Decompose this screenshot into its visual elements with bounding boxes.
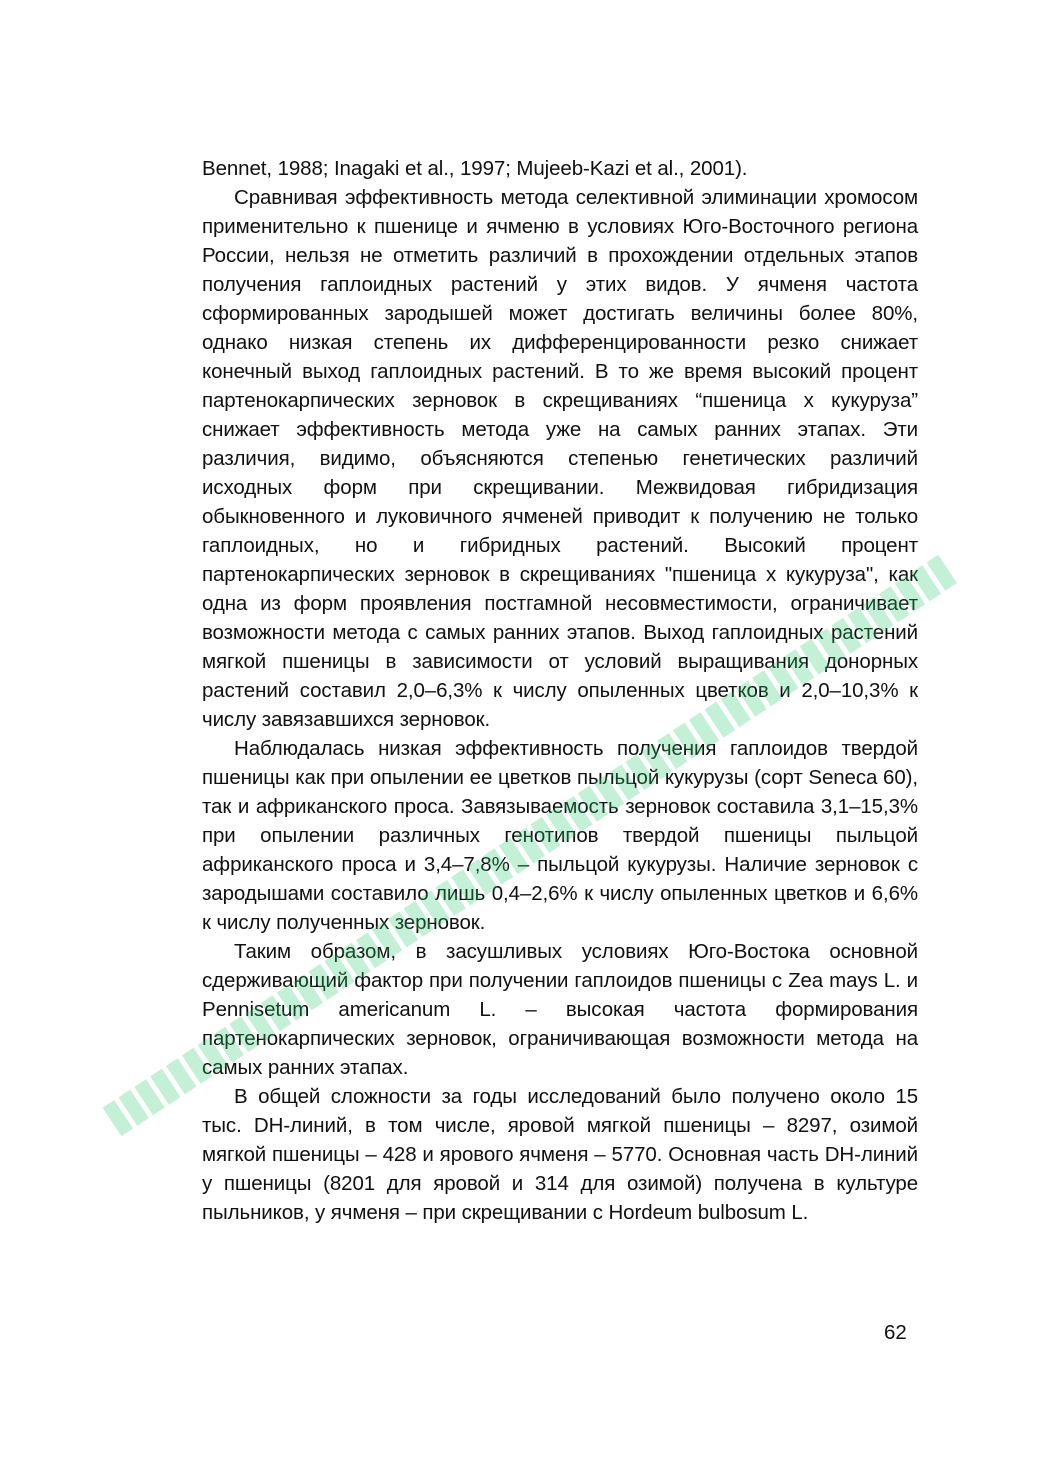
paragraph-2: Сравнивая эффективность метода селективной элиминации хромосом применительно к пшенице и ячменю в условиях Юго-Восточного региона России, нельзя не отметить различий в прохождении отдельных этапов получения гаплоидных растений у этих видов. У ячменя частота сформированных зародышей может достигать величины более 80%, однако низкая степень их дифференцированности резко снижает конечный выход гаплоидных растений. В то же время высокий процент партенокарпических зерновок в скрещиваниях “пшеница х кукуруза” снижает эффективность метода уже на самых ранних этапах. Эти различия, видимо, объясняются степенью генетических различий исходных форм при скрещивании. Межвидовая гибридизация обыкновенного и луковичного ячменей приводит к получению не только гаплоидных, но и гибридных растений. Высокий процент партенокарпических зерновок в скрещиваниях "пшеница х кукуруза", как одна из форм проявления постгамной несовместимости, ограничивает возможности метода с самых ранних этапов. Выход гаплоидных растений мягкой пшеницы в зависимости от условий выращивания донорных растений составил 2,0–6,3% к числу опыленных цветков и 2,0–10,3% к числу завязавшихся зерновок. xyxy=(202,186,918,731)
watermark-segment xyxy=(926,555,956,591)
paragraph-3: Наблюдалась низкая эффективность получения гаплоидов твердой пшеницы как при опылении ее цветков пыльцой кукурузы (сорт Seneca 60), так и африканского проса. Завязываемость зерновок составила 3,1–15,3% при опылении различных генотипов твердой пшеницы пыльцой африканского проса и 3,4–7,8% – пыльцой кукурузы. Наличие зерновок с зародышами составило лишь 0,4–2,6% к числу опыленных цветков и 6,6% к числу полученных зерновок. xyxy=(202,737,918,934)
watermark-segment xyxy=(118,1090,148,1126)
watermark-segment xyxy=(166,1058,196,1094)
watermark-segment xyxy=(103,1100,133,1136)
page-number: 62 xyxy=(884,1321,907,1344)
body-text xyxy=(202,154,918,1227)
paragraph-4: Таким образом, в засушливых условиях Юго-Востока основной сдерживающий фактор при получении гаплоидов пшеницы с Zea mays L. и Pennisetum americanum L. – высокая частота формирования партенокарпических зерновок, ограничивающая возможности метода на самых ранних этапах. xyxy=(202,940,918,1079)
paragraph-5: В общей сложности за годы исследований было получено около 15 тыс. DH-линий, в том числе, яровой мягкой пшеницы – 8297, озимой мягкой пшеницы – 428 и ярового ячменя – 5770. Основная часть DH-линий у пшеницы (8201 для яровой и 314 для озимой) получена в культуре пыльников, у ячменя – при скрещивании с Hordeum bulbosum L. xyxy=(202,1085,918,1224)
watermark-segment xyxy=(150,1069,180,1105)
paragraph-1: Bennet, 1988; Inagaki et al., 1997; Mujeeb-Kazi et al., 2001). xyxy=(202,157,748,180)
watermark-segment xyxy=(134,1079,164,1115)
